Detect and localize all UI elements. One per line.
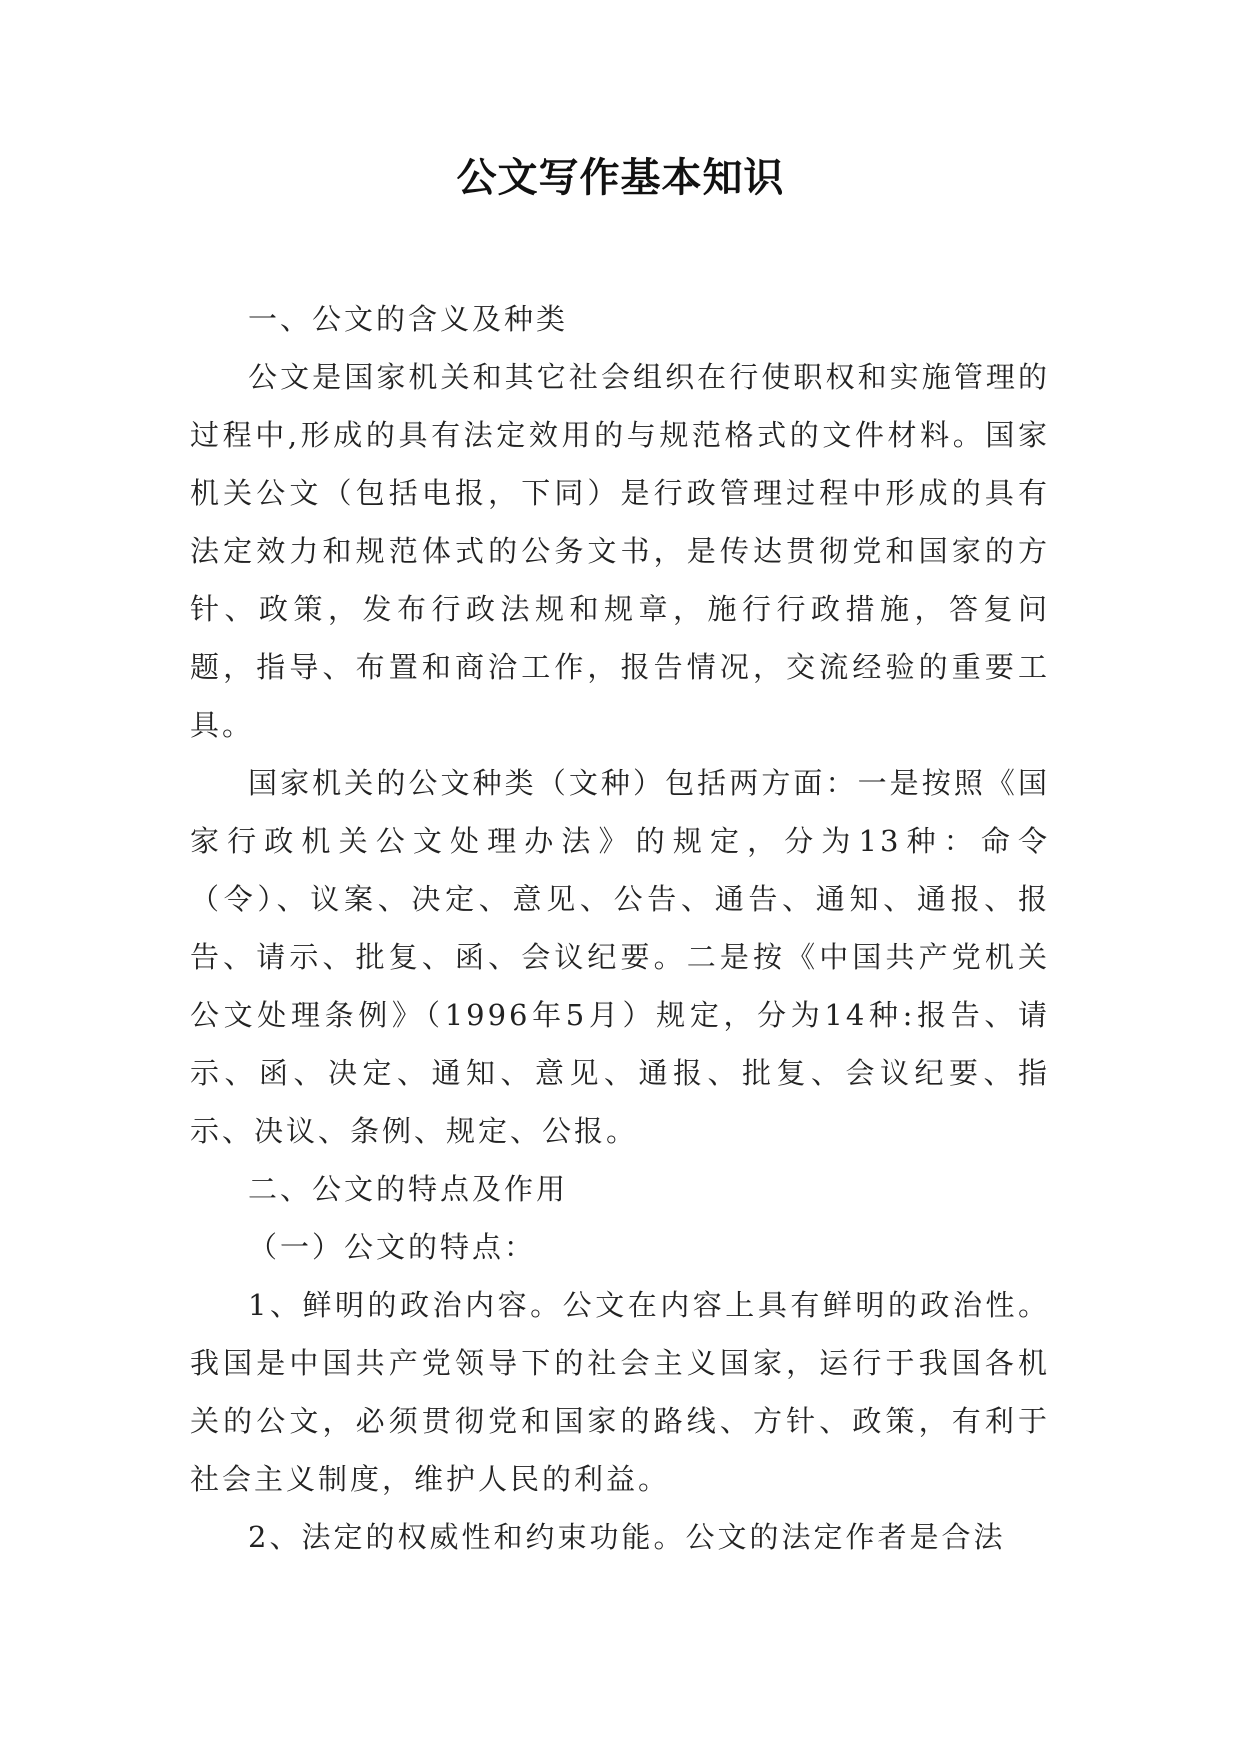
paragraph-1: 公文是国家机关和其它社会组织在行使职权和实施管理的过程中,形成的具有法定效用的与规范格式的文件材料。国家机关公文（包括电报，下同）是行政管理过程中形成的具有法定效力和规范体式的公务文书，是传达贯彻党和国家的方针、政策，发布行政法规和规章，施行行政措施，答复问题，指导、布置和商洽工作，报告情况，交流经验的重要工具。 — [190, 360, 1050, 742]
paragraph-4: 2、法定的权威性和约束功能。公文的法定作者是合法 — [248, 1520, 1006, 1554]
document-title: 公文写作基本知识 — [456, 155, 785, 201]
paragraph-3: 1、鲜明的政治内容。公文在内容上具有鲜明的政治性。我国是中国共产党领导下的社会主义国家，运行于我国各机关的公文，必须贯彻党和国家的路线、方针、政策，有利于社会主义制度，维护人民的利益。 — [190, 1288, 1050, 1496]
paragraph-2: 国家机关的公文种类（文种）包括两方面：一是按照《国家行政机关公文处理办法》的规定，分为13种：命令（令）、议案、决定、意见、公告、通告、通知、通报、报告、请示、批复、函、会议纪要。二是按《中国共产党机关公文处理条例》（1996年5月）规定，分为14种:报告、请示、函、决定、通知、意见、通报、批复、会议纪要、指示、决议、条例、规定、公报。 — [190, 766, 1050, 1148]
section-heading-1: 一、公文的含义及种类 — [248, 302, 569, 336]
document-body — [190, 290, 1050, 1566]
section-heading-2: 二、公文的特点及作用 — [248, 1172, 569, 1206]
subsection-heading-1: （一）公文的特点： — [248, 1230, 537, 1264]
